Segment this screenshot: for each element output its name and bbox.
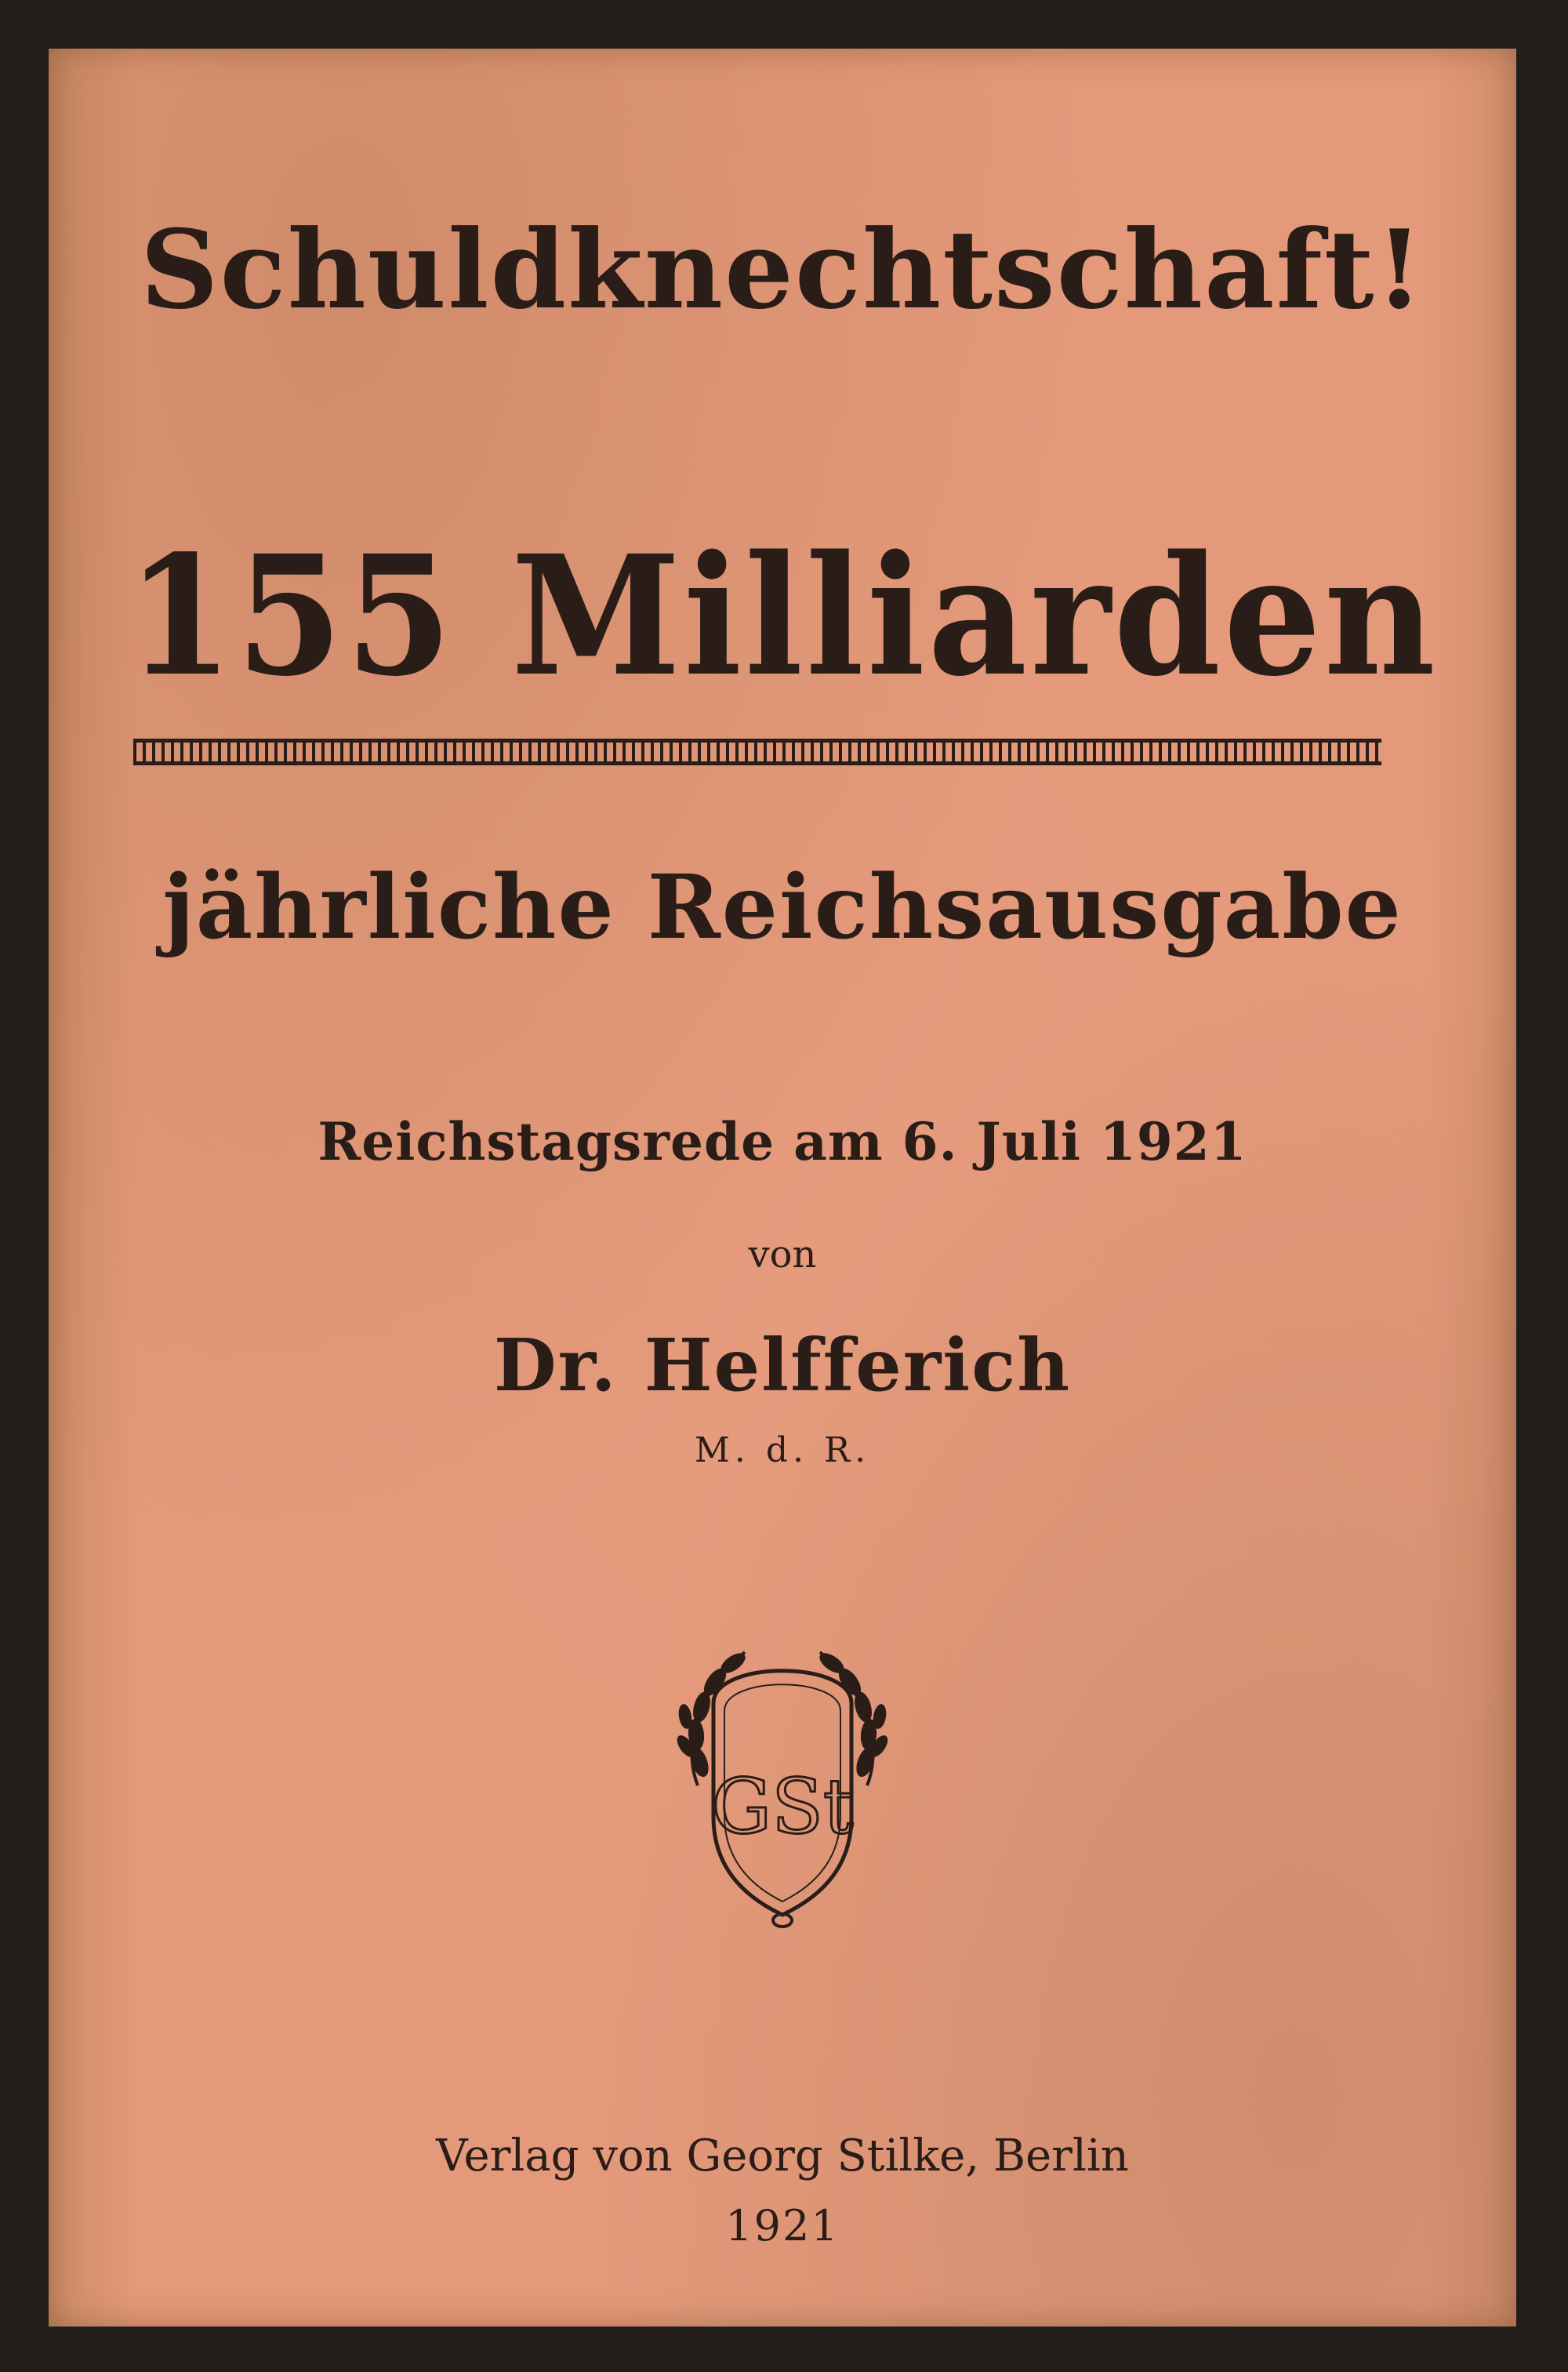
amount-heading: 155 Milliarden <box>126 519 1439 713</box>
logo-monogram: GSt <box>711 1763 854 1851</box>
headline: Schuldknechtschaft! <box>140 205 1425 333</box>
publication-year: 1921 <box>725 2201 840 2250</box>
by-label: von <box>748 1233 817 1277</box>
publisher-line: Verlag von Georg Stilke, Berlin <box>436 2130 1129 2181</box>
decorative-rule <box>133 739 1381 765</box>
speech-info: Reichstagsrede am 6. Juli 1921 <box>318 1111 1247 1172</box>
publisher-logo-icon <box>666 1629 898 1934</box>
subtitle: jährliche Reichsausgabe <box>162 856 1403 959</box>
author-title: M. d. R. <box>694 1430 871 1470</box>
author-name: Dr. Helfferich <box>493 1323 1072 1408</box>
booklet-cover <box>49 49 1516 2327</box>
